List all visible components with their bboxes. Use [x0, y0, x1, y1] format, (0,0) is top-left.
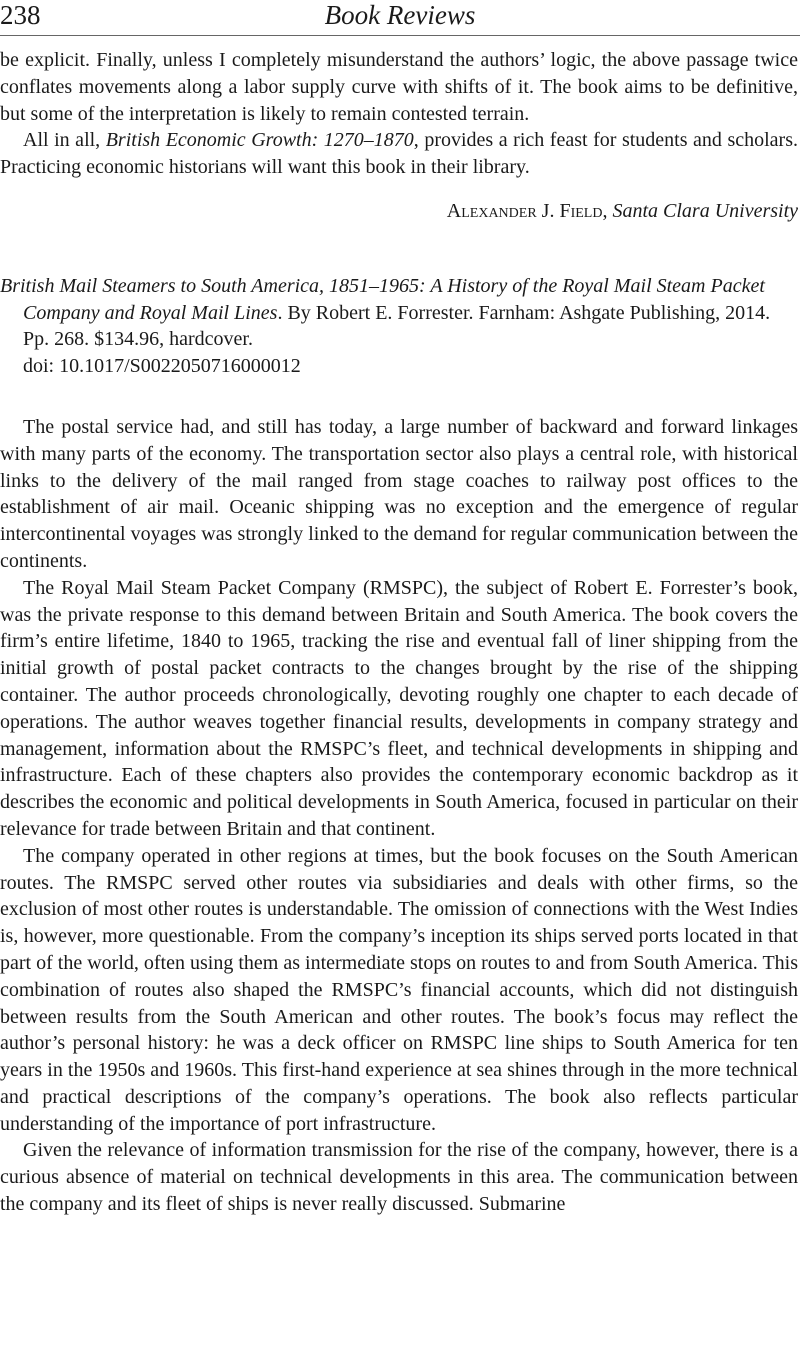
page-header	[0, 0, 800, 40]
review-paragraph: The postal service had, and still has today, a large number of backward and forward linkages with many parts of the economy. The transportation sector also plays a central role, with historical links to the delivery of the mail ranged from stage coaches to railway post offices to the establishment of air mail. Oceanic shipping was no exception and the emergence of regular intercontinental voyages was strongly linked to the demand for regular communication between the continents.	[0, 415, 798, 572]
page-content	[0, 47, 798, 1218]
review-paragraph: Given the relevance of information transmission for the rise of the company, however, there is a curious absence of material on technical developments in this area. The communication between the company and its fleet of ships is never really discussed. Submarine	[0, 1139, 798, 1216]
book-title: British Mail Steamers to South America, 1851–1965: A History of the Royal Mail Steam Packet Company and Royal Mail Lines	[0, 274, 765, 324]
header-rule	[0, 35, 800, 36]
conclusion-text-end: , provides a rich feast for students and scholars. Practicing economic historians will want this book in their library.	[0, 129, 798, 179]
prev-review-paragraph: be explicit. Finally, unless I completely misunderstand the authors’ logic, the above passage twice conflates movements along a labor supply curve with shifts of it. The book aims to be definitive, but some of the interpretation is likely to remain contested terrain.	[0, 49, 798, 125]
review-paragraph: The company operated in other regions at times, but the book focuses on the South American routes. The RMSPC served other routes via subsidiaries and deals with other firms, so the exclusion of most other routes is understandable. The omission of connections with the West Indies is, however, more questionable. From the company’s inception its ships served ports located in that part of the world, often using them as intermediate stops on routes to and from South America. This combination of routes also shaped the RMSPC’s financial accounts, which did not distinguish between results from the South American and other routes. The book’s focus may reflect the author’s personal history: he was a deck officer on RMSPC line ships to South America for ten years in the 1950s and 1960s. This first-hand experience at sea shines through in the more technical and practical descriptions of the company’s operations. The book also reflects particular understanding of the importance of port infrastructure.	[0, 844, 798, 1135]
running-head: Book Reviews	[324, 0, 476, 30]
reviewer-name: Alexander J. Field	[446, 199, 603, 222]
doi: doi: 10.1017/S0022050716000012	[23, 355, 301, 378]
reviewer-affiliation: Santa Clara University	[612, 199, 798, 222]
conclusion-text-start: All in all,	[23, 129, 106, 152]
review-paragraph: The Royal Mail Steam Packet Company (RMSPC), the subject of Robert E. Forrester’s book, was the private response to this demand between Britain and South America. The book covers the firm’s entire lifetime, 1840 to 1965, tracking the rise and eventual fall of liner shipping from the initial growth of postal packet contracts to the changes brought by the rise of the shipping container. The author proceeds chronologically, devoting roughly one chapter to each decade of operations. The author weaves together financial results, developments in company strategy and management, information about the RMSPC’s fleet, and technical developments in shipping and infrastructure. Each of these chapters also provides the contemporary economic backdrop as it describes the economic and political developments in South America, focused in particular on their relevance for trade between Britain and that continent.	[0, 576, 798, 840]
book-citation	[0, 273, 798, 380]
book-title-reference: British Economic Growth: 1270–1870	[105, 129, 414, 152]
prev-review-conclusion	[0, 127, 798, 181]
book-details: . By Robert E. Forrester. Farnham: Ashgate Publishing, 2014. Pp. 268. $134.96, hardcover.	[23, 301, 771, 351]
reviewer-signature: Alexander J. Field, Santa Clara University	[446, 199, 798, 222]
page-number: 238	[0, 0, 41, 30]
